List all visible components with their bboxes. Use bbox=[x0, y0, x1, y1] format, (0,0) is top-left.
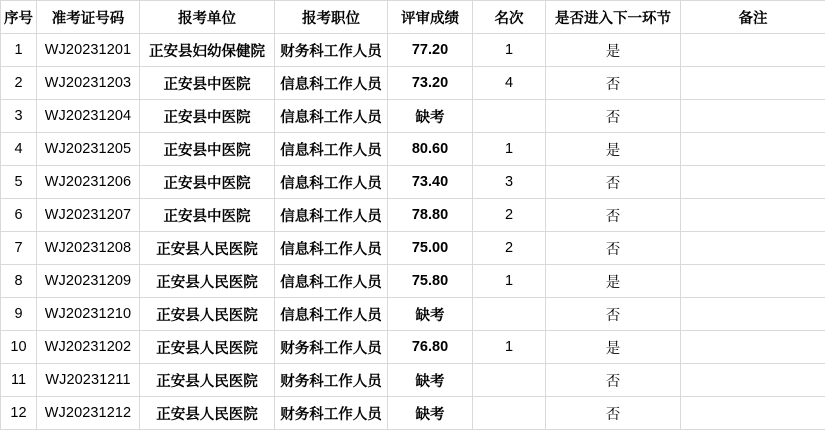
cell-remark bbox=[681, 397, 825, 430]
cell-next-stage: 是 bbox=[546, 133, 681, 166]
cell-rank bbox=[473, 397, 546, 430]
cell-index: 3 bbox=[1, 100, 37, 133]
cell-position: 信息科工作人员 bbox=[275, 67, 388, 100]
cell-position: 信息科工作人员 bbox=[275, 265, 388, 298]
cell-index: 9 bbox=[1, 298, 37, 331]
cell-score: 75.80 bbox=[388, 265, 473, 298]
cell-position: 信息科工作人员 bbox=[275, 133, 388, 166]
cell-score: 缺考 bbox=[388, 364, 473, 397]
header-index: 序号 bbox=[1, 1, 37, 34]
cell-card: WJ20231202 bbox=[37, 331, 140, 364]
cell-next-stage: 否 bbox=[546, 232, 681, 265]
cell-score: 缺考 bbox=[388, 397, 473, 430]
cell-remark bbox=[681, 100, 825, 133]
cell-remark bbox=[681, 67, 825, 100]
header-remark: 备注 bbox=[681, 1, 825, 34]
cell-card: WJ20231211 bbox=[37, 364, 140, 397]
cell-unit: 正安县中医院 bbox=[140, 166, 275, 199]
header-next-stage: 是否进入下一环节 bbox=[546, 1, 681, 34]
cell-unit: 正安县人民医院 bbox=[140, 232, 275, 265]
table-row bbox=[1, 67, 825, 100]
table-row bbox=[1, 199, 825, 232]
cell-position: 信息科工作人员 bbox=[275, 298, 388, 331]
cell-score: 缺考 bbox=[388, 100, 473, 133]
table-row bbox=[1, 331, 825, 364]
cell-index: 2 bbox=[1, 67, 37, 100]
cell-next-stage: 否 bbox=[546, 100, 681, 133]
cell-unit: 正安县人民医院 bbox=[140, 397, 275, 430]
cell-rank bbox=[473, 100, 546, 133]
cell-position: 财务科工作人员 bbox=[275, 34, 388, 67]
cell-unit: 正安县中医院 bbox=[140, 133, 275, 166]
cell-rank bbox=[473, 298, 546, 331]
cell-score: 73.40 bbox=[388, 166, 473, 199]
table-row bbox=[1, 232, 825, 265]
header-rank: 名次 bbox=[473, 1, 546, 34]
cell-score: 77.20 bbox=[388, 34, 473, 67]
cell-card: WJ20231209 bbox=[37, 265, 140, 298]
cell-rank: 1 bbox=[473, 331, 546, 364]
cell-card: WJ20231208 bbox=[37, 232, 140, 265]
cell-rank bbox=[473, 364, 546, 397]
cell-index: 11 bbox=[1, 364, 37, 397]
cell-rank: 3 bbox=[473, 166, 546, 199]
cell-unit: 正安县中医院 bbox=[140, 67, 275, 100]
cell-remark bbox=[681, 331, 825, 364]
cell-card: WJ20231204 bbox=[37, 100, 140, 133]
cell-index: 1 bbox=[1, 34, 37, 67]
cell-position: 财务科工作人员 bbox=[275, 364, 388, 397]
cell-index: 4 bbox=[1, 133, 37, 166]
cell-next-stage: 否 bbox=[546, 166, 681, 199]
cell-rank: 1 bbox=[473, 133, 546, 166]
header-position: 报考职位 bbox=[275, 1, 388, 34]
cell-card: WJ20231207 bbox=[37, 199, 140, 232]
cell-score: 78.80 bbox=[388, 199, 473, 232]
cell-rank: 1 bbox=[473, 265, 546, 298]
table-row bbox=[1, 34, 825, 67]
cell-index: 12 bbox=[1, 397, 37, 430]
cell-next-stage: 否 bbox=[546, 397, 681, 430]
cell-next-stage: 否 bbox=[546, 67, 681, 100]
table-header bbox=[1, 1, 825, 34]
cell-remark bbox=[681, 298, 825, 331]
table-row bbox=[1, 265, 825, 298]
table-body bbox=[1, 34, 825, 430]
table-row bbox=[1, 100, 825, 133]
cell-remark bbox=[681, 364, 825, 397]
table-row bbox=[1, 364, 825, 397]
header-row bbox=[1, 1, 825, 34]
cell-next-stage: 是 bbox=[546, 331, 681, 364]
cell-unit: 正安县妇幼保健院 bbox=[140, 34, 275, 67]
cell-card: WJ20231203 bbox=[37, 67, 140, 100]
cell-score: 80.60 bbox=[388, 133, 473, 166]
cell-remark bbox=[681, 232, 825, 265]
table-row bbox=[1, 133, 825, 166]
header-score: 评审成绩 bbox=[388, 1, 473, 34]
cell-unit: 正安县人民医院 bbox=[140, 298, 275, 331]
cell-index: 10 bbox=[1, 331, 37, 364]
cell-rank: 4 bbox=[473, 67, 546, 100]
cell-unit: 正安县人民医院 bbox=[140, 265, 275, 298]
cell-next-stage: 否 bbox=[546, 298, 681, 331]
cell-index: 6 bbox=[1, 199, 37, 232]
cell-card: WJ20231206 bbox=[37, 166, 140, 199]
cell-rank: 1 bbox=[473, 34, 546, 67]
cell-position: 信息科工作人员 bbox=[275, 232, 388, 265]
cell-unit: 正安县中医院 bbox=[140, 199, 275, 232]
cell-position: 信息科工作人员 bbox=[275, 100, 388, 133]
table-row bbox=[1, 166, 825, 199]
cell-score: 76.80 bbox=[388, 331, 473, 364]
cell-position: 财务科工作人员 bbox=[275, 397, 388, 430]
cell-index: 7 bbox=[1, 232, 37, 265]
cell-index: 8 bbox=[1, 265, 37, 298]
cell-next-stage: 否 bbox=[546, 364, 681, 397]
cell-rank: 2 bbox=[473, 232, 546, 265]
cell-next-stage: 否 bbox=[546, 199, 681, 232]
cell-position: 信息科工作人员 bbox=[275, 166, 388, 199]
table-row bbox=[1, 298, 825, 331]
cell-remark bbox=[681, 199, 825, 232]
cell-score: 75.00 bbox=[388, 232, 473, 265]
cell-unit: 正安县人民医院 bbox=[140, 331, 275, 364]
cell-unit: 正安县中医院 bbox=[140, 100, 275, 133]
cell-rank: 2 bbox=[473, 199, 546, 232]
cell-card: WJ20231210 bbox=[37, 298, 140, 331]
cell-score: 73.20 bbox=[388, 67, 473, 100]
cell-remark bbox=[681, 265, 825, 298]
cell-next-stage: 是 bbox=[546, 265, 681, 298]
header-unit: 报考单位 bbox=[140, 1, 275, 34]
cell-position: 财务科工作人员 bbox=[275, 331, 388, 364]
table-row bbox=[1, 397, 825, 430]
cell-card: WJ20231205 bbox=[37, 133, 140, 166]
cell-score: 缺考 bbox=[388, 298, 473, 331]
cell-remark bbox=[681, 166, 825, 199]
cell-index: 5 bbox=[1, 166, 37, 199]
cell-next-stage: 是 bbox=[546, 34, 681, 67]
cell-card: WJ20231201 bbox=[37, 34, 140, 67]
cell-remark bbox=[681, 34, 825, 67]
header-card-number: 准考证号码 bbox=[37, 1, 140, 34]
cell-position: 信息科工作人员 bbox=[275, 199, 388, 232]
cell-card: WJ20231212 bbox=[37, 397, 140, 430]
cell-unit: 正安县人民医院 bbox=[140, 364, 275, 397]
cell-remark bbox=[681, 133, 825, 166]
